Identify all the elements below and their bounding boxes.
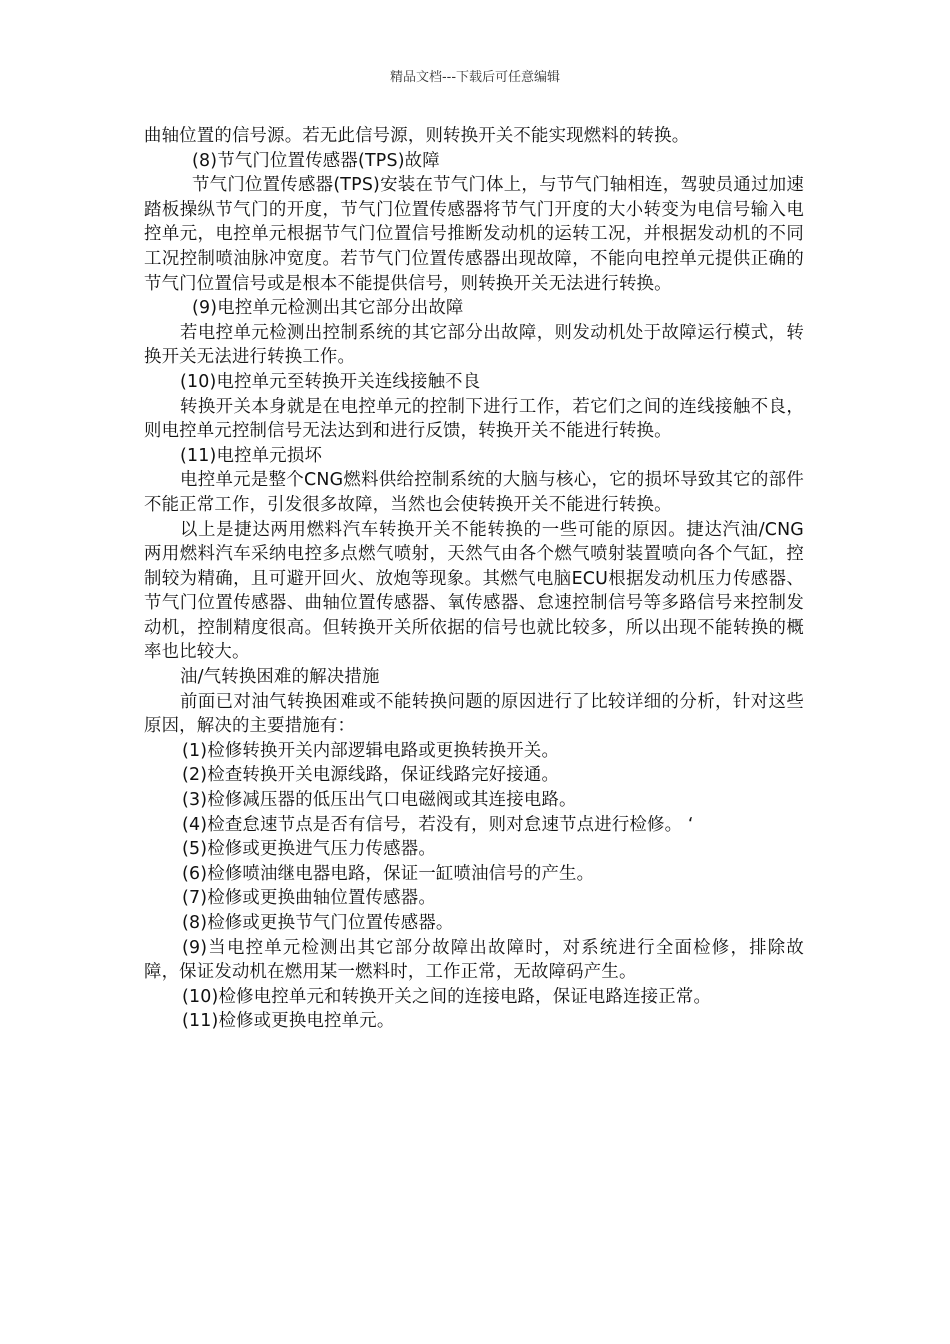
paragraph: 节气门位置传感器(TPS)安装在节气门体上，与节气门轴相连，驾驶员通过加速踏板操纵节气门的开度，节气门位置传感器将节气门开度的大小转变为电信号输入电控单元，电控单元根据节气门位置信号推断发动机的运转工况，并根据发动机的不同工况控制喷油脉冲宽度。若节气门位置传感器出现故障，不能向电控单元提供正确的节气门位置信号或是根本不能提供信号，则转换开关无法进行转换。 — [144, 175, 804, 294]
paragraph: 若电控单元检测出控制系统的其它部分出故障，则发动机处于故障运行模式，转换开关无法进行转换工作。 — [144, 322, 804, 368]
paragraph: 前面已对油气转换困难或不能转换问题的原因进行了比较详细的分析，针对这些原因，解决的主要措施有： — [144, 691, 804, 737]
section-heading: (11)电控单元损坏 — [180, 445, 323, 466]
list-item: (2)检查转换开关电源线路，保证线路完好接通。 — [182, 765, 560, 786]
paragraph: 电控单元是整个CNG燃料供给控制系统的大脑与核心，它的损坏导致其它的部件不能正常工作，引发很多故障，当然也会使转换开关不能进行转换。 — [144, 470, 804, 515]
section-heading: (8)节气门位置传感器(TPS)故障 — [192, 150, 440, 171]
list-item: (5)检修或更换进气压力传感器。 — [182, 839, 436, 860]
section-heading: (10)电控单元至转换开关连线接触不良 — [180, 371, 481, 392]
list-item: (11)检修或更换电控单元。 — [182, 1011, 395, 1032]
paragraph: 以上是捷达两用燃料汽车转换开关不能转换的一些可能的原因。捷达汽油/CNG两用燃料汽车采纳电控多点燃气喷射，天然气由各个燃气喷射装置喷向各个气缸，控制较为精确，且可避开回火、放炮等现象。其燃气电脑ECU根据发动机压力传感器、节气门位置传感器、曲轴位置传感器、氧传感器、怠速控制信号等多路信号来控制发动机，控制精度很高。但转换开关所依据的信号也就比较多，所以出现不能转换的概率也比较大。 — [144, 519, 804, 663]
list-item: (1)检修转换开关内部逻辑电路或更换转换开关。 — [182, 740, 560, 761]
section-heading: (9)电控单元检测出其它部分出故障 — [192, 298, 464, 319]
page-header: 精品文档---下载后可任意编辑 — [389, 70, 561, 85]
list-item: (7)检修或更换曲轴位置传感器。 — [182, 888, 436, 909]
paragraph: 转换开关本身就是在电控单元的控制下进行工作，若它们之间的连线接触不良，则电控单元控制信号无法达到和进行反馈，转换开关不能进行转换。 — [144, 396, 804, 442]
list-item: (10)检修电控单元和转换开关之间的连接电路，保证电路连接正常。 — [182, 986, 712, 1007]
document-body — [144, 124, 804, 1034]
list-item: (9)当电控单元检测出其它部分故障出故障时，对系统进行全面检修，排除故障，保证发动机在燃用某一燃料时，工作正常，无故障码产生。 — [144, 937, 804, 983]
list-item: (4)检查怠速节点是否有信号，若没有，则对怠速节点进行检修。 ‘ — [182, 814, 694, 835]
list-item: (8)检修或更换节气门位置传感器。 — [182, 913, 454, 933]
section-heading: 油/气转换困难的解决措施 — [180, 667, 380, 688]
paragraph: 曲轴位置的信号源。若无此信号源，则转换开关不能实现燃料的转换。 — [144, 126, 690, 146]
list-item: (6)检修喷油继电器电路，保证一缸喷油信号的产生。 — [182, 863, 595, 884]
list-item: (3)检修减压器的低压出气口电磁阀或其连接电路。 — [182, 790, 577, 811]
